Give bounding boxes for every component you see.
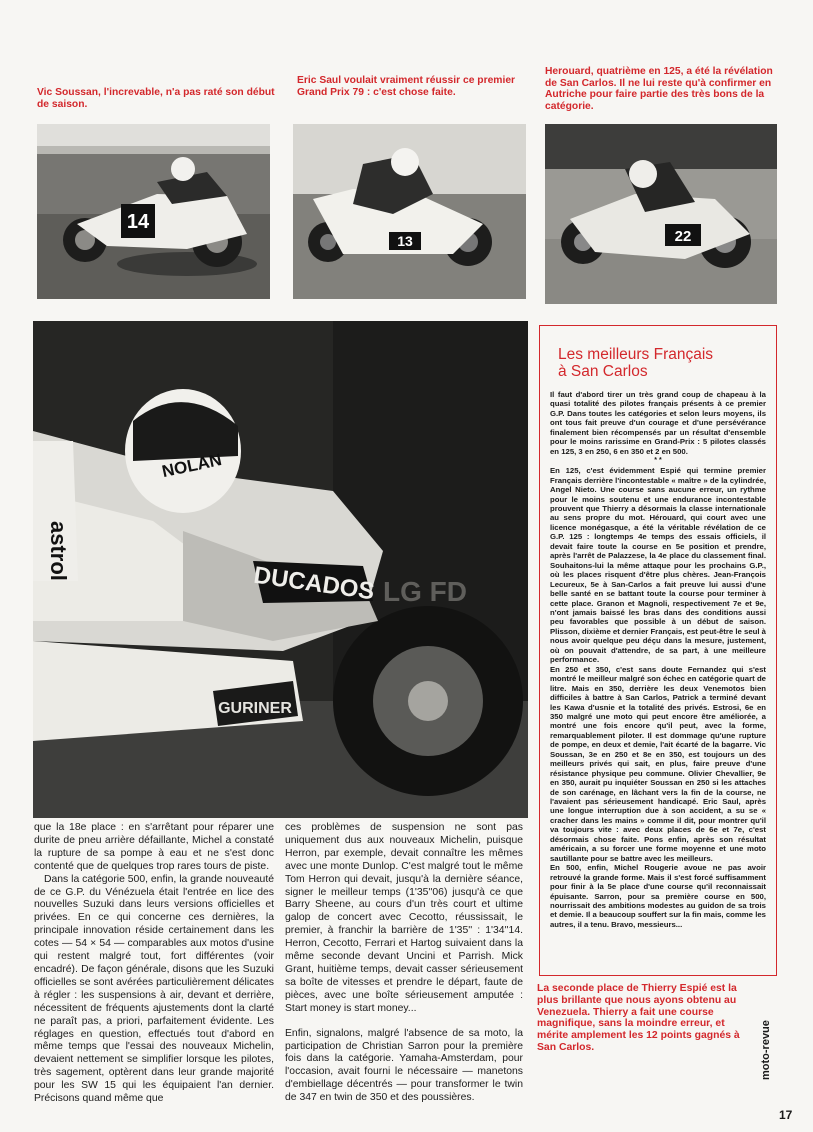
photo-caption-soussan: Vic Soussan, l'increvable, n'a pas raté son début de saison. [37, 87, 275, 110]
photo-saul [293, 124, 526, 299]
photo-caption-herouard: Herouard, quatrième en 125, a été la révélation de San Carlos. Il ne lui reste qu'à confirmer en Autriche pour faire partie des très bons de la catégorie. [545, 66, 773, 112]
photo-caption-saul: Eric Saul voulait vraiment réussir ce premier Grand Prix 79 : c'est chose faite. [297, 75, 516, 98]
page-number: 17 [779, 1108, 793, 1122]
sidebar-box [539, 325, 777, 976]
fairing-sponsor-text: DUCADOS [252, 561, 377, 606]
article-column-1 [34, 822, 274, 1106]
article-paragraph: Enfin, signalons, malgré l'absence de sa moto, la participation de Christian Sarron pour la première fois dans la catégorie. Yamaha-Amsterdam, pour l'occasion, avait fourni le nécessaire — manetons d'embiellage décentrés — pour transformer le twin de 347 en twin de 350 et des poussières. [285, 1027, 523, 1104]
magazine-name: moto-revue [760, 1020, 772, 1080]
box-title-line: à San Carlos [558, 363, 648, 380]
race-number-text: 14 [126, 211, 150, 233]
photo-main-rider [33, 321, 528, 818]
race-number-text: 13 [397, 233, 413, 249]
box-title [558, 346, 766, 380]
photo-herouard [545, 124, 777, 304]
arm-sponsor-text: astrol [46, 521, 71, 581]
box-body [550, 390, 766, 929]
box-title-line: Les meilleurs Français [558, 346, 714, 363]
article-paragraph: ces problèmes de suspension ne sont pas uniquement dus aux nouveaux Michelin, puisque Herron, par exemple, devait connaître les mêmes avec une monte Dunlop. C'est malgré tout le même Tom Herron qui devait, jusqu'à la dernière séance, signer le meilleur temps (1'35''06) jusqu'à ce que Barry Sheene, au cours d'un très court et ultime galop de concert avec Cecotto, réussissait, le premier, à franchir la barrière de 1'35'' : 1'34''14. Herron, Cecotto, Ferrari et Hartog suivaient dans la même seconde devant Uncini et Parrish. Mick Grant, huitième temps, devait casser sérieusement sa boîte de vitesses et prendre le départ, faute de pièces, avec une boîte sérieusement amputée : Start money is start money... [285, 822, 523, 1014]
section-separator: * * [654, 457, 662, 465]
photo-caption-espie: La seconde place de Thierry Espié est la plus brillante que nous ayons obtenu au Venezuela. Thierry a fait une course magnifique, sans la moindre erreur, et mérite amplement les 12 points gagnés à San Carlos. [537, 983, 740, 1053]
box-paragraph: En 125, c'est évidemment Espié qui termine premier Français derrière l'incontestable « maître » de la cylindrée, Angel Nieto. Une course sans aucune erreur, un rythme pour le moins soutenu et une endurance incontestable prouvent que Thierry a désormais la classe internationale au sens propre du mot. Hérouard, qui court avec une licence monégasque, a été la véritable révélation de ce G.P. 125 : longtemps 4e temps des essais officiels, il devait faire toute la course en 5e position et prendre, après l'arrêt de Palazzese, la 4e place du classement final. Souhaitons-lui la même attaque pour les prochains G.P., où les places risquent d'être plus chères. Jean-François Lecureux, 5e à San-Carlos a fait preuve lui aussi d'une belle santé en se battant toute la course pour terminer à cette place. Granon et Magnoli, respectivement 7e et 9e, n'ont jamais baissé les bras dans des conditions aussi peu favorables que possible à un début de saison. Plisson, dixième et dernier Français, est peut-être le seul à nous avoir quelque peu déçu dans la mesure, justement, où on pouvait d'attendre, de sa part, à une meilleure performance. [550, 466, 766, 665]
article-column-2 [285, 822, 523, 1105]
race-number-text: 22 [674, 228, 692, 245]
seat-sponsor-text: GURINER [218, 700, 292, 717]
helmet-brand-text: NOLAN [160, 450, 224, 482]
stamp-watermark: LG FD [383, 576, 467, 607]
box-paragraph: En 500, enfin, Michel Rougerie avoue ne pas avoir retrouvé la grande forme. Mais il s'est forcé suffisamment pour finir à la 5e place d'une course qu'il reconnaissait épuisante. Sarron, pour sa première course en 500, nourrissait des ambitions modestes au guidon de sa trois et demie. Il a beaucoup souffert sur la fin mais, comme les autres, il a tenu. Bravo, messieurs... [550, 863, 766, 929]
photo-soussan [37, 124, 270, 299]
article-paragraph: que la 18e place : en s'arrêtant pour réparer une durite de pneu arrière défaillante, Michel a constaté la rupture de sa pompe à eau et ne s'est donc contenté que de quelques trop rares tours de piste. [34, 822, 274, 872]
box-paragraph: En 250 et 350, c'est sans doute Fernandez qui s'est montré le meilleur malgré son échec en catégorie quart de litre. Mais en 350, derrière les deux Venemotos bien difficiles à battre à San Carlos, Patrick a terminé devant les Kawa d'usnie et la totalité des privés. Estrosi, 6e en 350 malgré une moto qui peut encore être améliorée, a montré une fois encore qu'il peut, avec la forme, remarquablement piloter. Il est dommage qu'une rupture de pompe, en deux et demie, l'ait écarté de la bagarre. Vic Soussan, 3e en 250 et 8e en 350, est toujours un des meilleurs privés qui sait, en plus, faire preuve d'une résistance physique peu commune. Olivier Chevallier, 9e en 350, aurait pu inquiéter Soussan en 250 si les attaches de son carénage, en lâchant vers la fin de la course, ne l'avaient pas sérieusement handicapé. Eric Saul, après une longue interruption due à son accident, a su se « cracher dans les mains » comme il dit, pour montrer qu'il va toujours vite : avec deux places de 6e et 7e, c'est désormais chose faite. Pons enfin, après son résultat américain, a su forcer une forme moyenne et une moto sautillante pour se battre avec les meilleurs. [550, 664, 766, 863]
box-paragraph: Il faut d'abord tirer un très grand coup de chapeau à la quasi totalité des pilotes français présents à ce premier G.P. Dans toutes les catégories et selon leurs moyens, ils ont tous fait preuve d'un courage et d'une persévérance finalement bien récompensés par un résultat d'ensemble pour le moins rarissime en Grand-Prix : 5 pilotes classés en 125, 3 en 250, 6 en 350 et 2 en 500. [550, 390, 766, 456]
article-paragraph: Dans la catégorie 500, enfin, la grande nouveauté de ce G.P. du Vénézuela était l'entrée en lice des nouvelles Suzuki dans leurs versions officielles et privées. En ce qui concerne ces dernières, la principale innovation réside certainement dans les cotes — 54 × 54 — comparables aux motos d'usine qui restent malgré tout, fort différentes (voir encadré). De façon générale, disons que les Suzuki officielles se sont avérées particulièrement délicates à régler : les suspensions à air, devant et derrière, nécessitent de fréquents ajustements dont la clarté ne paraît pas, a priori, parfaitement évidente. Les réglages en question, effectués tout d'abord en même temps que l'essai des nouveaux Michelin, devaient nettement se simplifier lorsque les pilotes, très sagement, optèrent dans leur grande majorité pour les SW 15 qui les équipaient l'an dernier. Précisons quand même que [34, 873, 274, 1105]
